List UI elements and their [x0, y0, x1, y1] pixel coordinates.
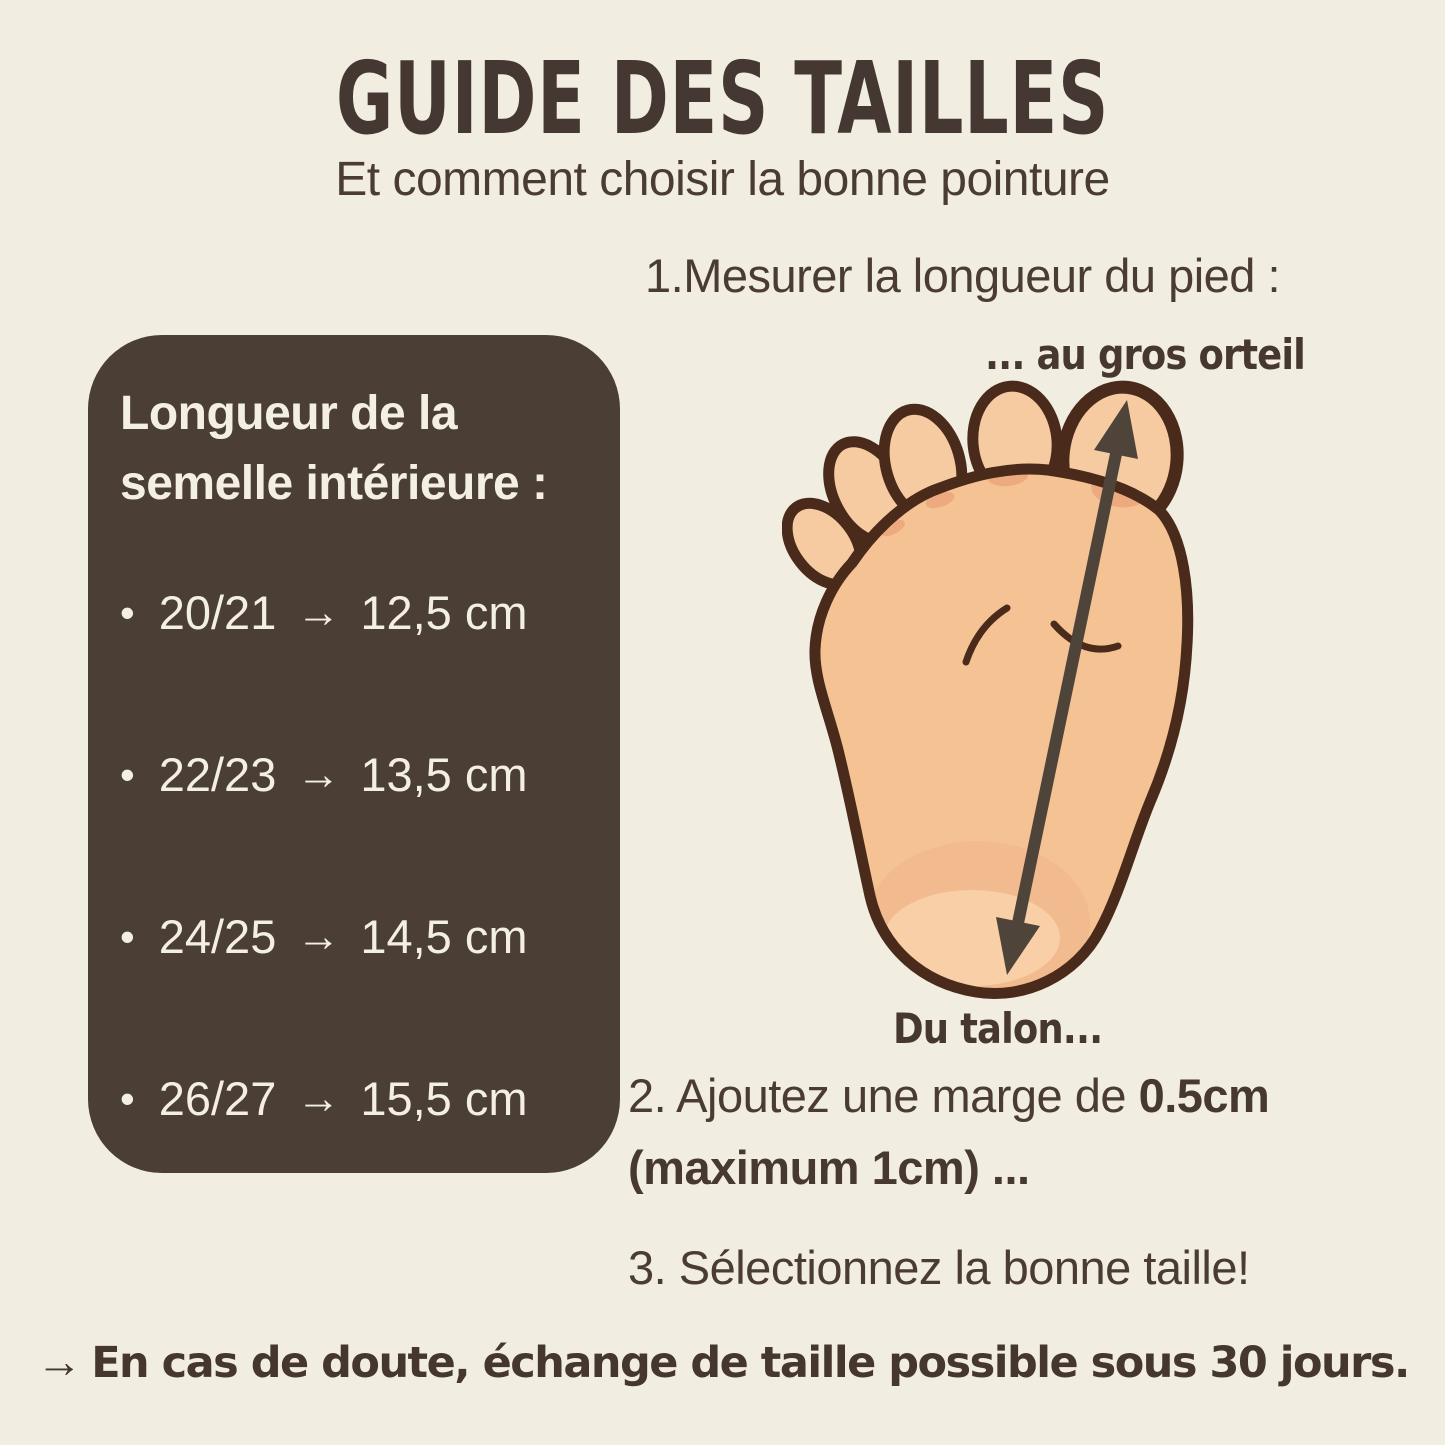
size-range: 20/21	[158, 586, 277, 640]
insole-size-list	[120, 585, 590, 1126]
insole-length: 15,5 cm	[360, 1072, 528, 1126]
insole-length: 14,5 cm	[360, 910, 528, 964]
page-title: GUIDE DES TAILLES	[335, 40, 1110, 157]
insole-length-panel	[88, 335, 620, 1173]
exchange-policy-note	[0, 1334, 1445, 1388]
bullet-icon: •	[120, 912, 135, 960]
step-2-margin-value: 0.5cm	[1138, 1069, 1270, 1122]
list-item	[120, 747, 590, 802]
bullet-icon: •	[120, 1074, 135, 1122]
step-1-text: 1.Mesurer la longueur du pied :	[645, 249, 1281, 302]
insole-length: 12,5 cm	[360, 586, 528, 640]
exchange-policy-text: En cas de doute, échange de taille possible sous 30 jours.	[91, 1338, 1409, 1388]
page-subtitle: Et comment choisir la bonne pointure	[335, 153, 1110, 206]
label-to-big-toe: ... au gros orteil	[985, 330, 1305, 379]
step-2-text	[628, 1060, 1388, 1205]
arrow-right-icon: →	[296, 749, 341, 799]
step-2-normal: 2. Ajoutez une marge de	[628, 1069, 1139, 1122]
arrow-right-icon: →	[296, 1073, 341, 1123]
arrow-right-icon: →	[36, 1335, 82, 1387]
arrow-right-icon: →	[296, 587, 341, 637]
arrow-right-icon: →	[296, 911, 341, 961]
list-item	[120, 585, 590, 640]
insole-length: 13,5 cm	[360, 748, 528, 802]
size-range: 26/27	[158, 1072, 277, 1126]
list-item	[120, 1071, 590, 1126]
step-2-maximum: (maximum 1cm) ...	[628, 1141, 1030, 1195]
bullet-icon: •	[120, 750, 135, 798]
size-range: 22/23	[158, 748, 277, 802]
step-3-text: 3. Sélectionnez la bonne taille!	[628, 1241, 1250, 1294]
list-item	[120, 909, 590, 964]
size-range: 24/25	[158, 910, 277, 964]
insole-heading-line2: semelle intérieure :	[120, 457, 548, 511]
foot-illustration	[782, 378, 1222, 1008]
bullet-icon: •	[120, 588, 135, 636]
label-from-heel: Du talon...	[893, 1004, 1103, 1053]
insole-heading-line1: Longueur de la	[120, 387, 458, 440]
insole-panel-heading	[120, 379, 590, 519]
